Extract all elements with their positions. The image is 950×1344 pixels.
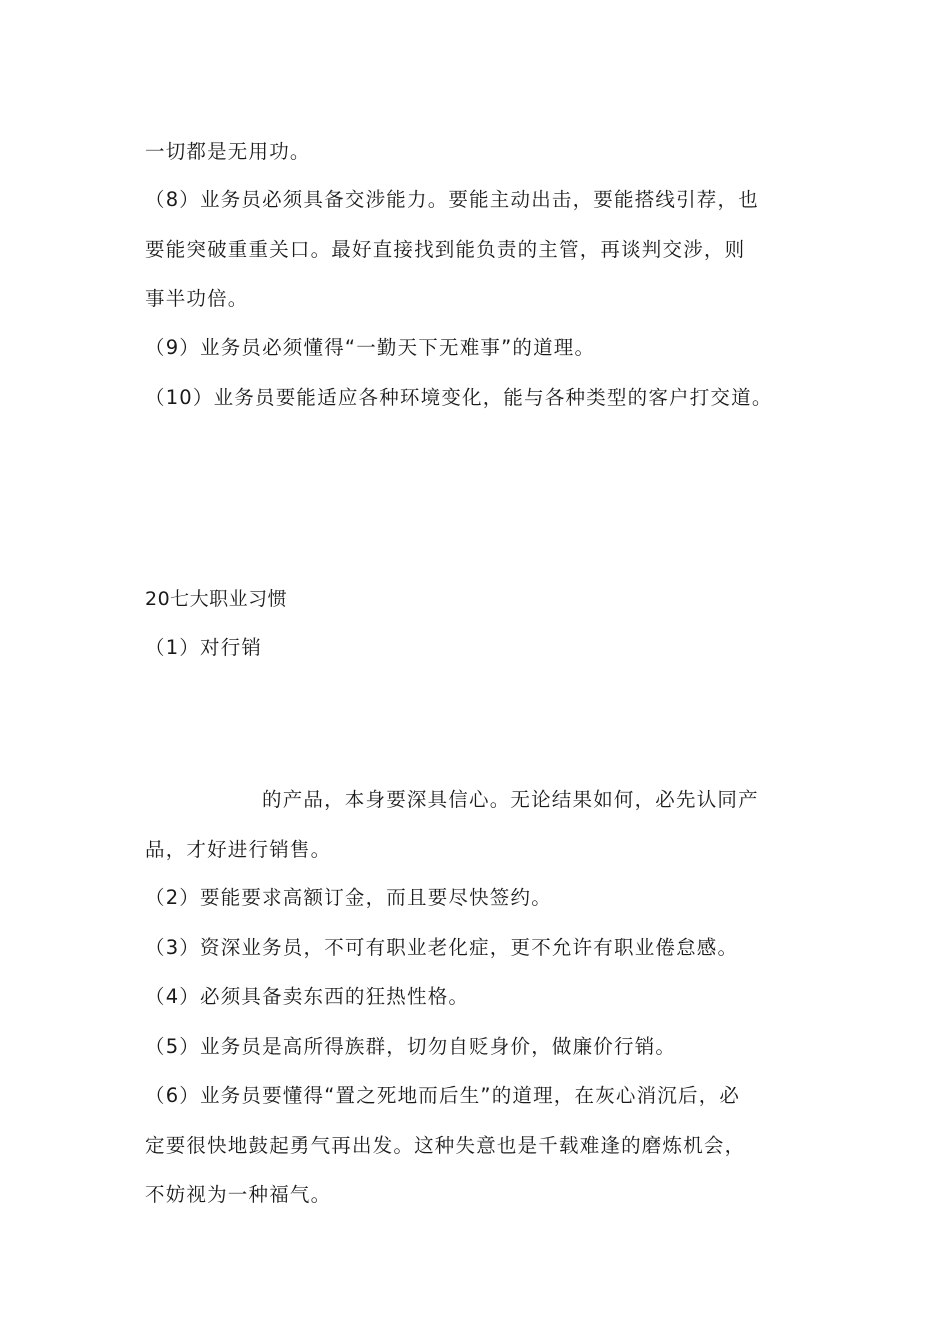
- text-line: （2）要能要求高额订金，而且要尽快签约。: [145, 886, 552, 909]
- text-line: （1）对行销: [145, 636, 263, 659]
- text-line: （10）业务员要能适应各种环境变化，能与各种类型的客户打交道。: [145, 386, 773, 409]
- text-line: （4）必须具备卖东西的狂热性格。: [145, 985, 470, 1008]
- text-line: （6）业务员要懂得“置之死地而后生”的道理，在灰心消沉后，必: [145, 1084, 741, 1107]
- text-line: 定要很快地鼓起勇气再出发。这种失意也是千载难逢的磨炼机会，: [145, 1134, 746, 1157]
- text-line: 要能突破重重关口。最好直接找到能负责的主管，再谈判交涉，则: [145, 238, 746, 261]
- text-line: 不妨视为一种福气。: [145, 1183, 332, 1206]
- section-heading: 20七大职业习惯: [145, 588, 288, 610]
- text-line: 一切都是无用功。: [145, 140, 311, 163]
- text-line: 的产品，本身要深具信心。无论结果如何，必先认同产: [262, 788, 759, 811]
- text-line: （8）业务员必须具备交涉能力。要能主动出击，要能搭线引荐，也: [145, 188, 759, 211]
- text-line: 品，才好进行销售。: [145, 838, 332, 861]
- text-line: （9）业务员必须懂得“一勤天下无难事”的道理。: [145, 336, 596, 359]
- text-line: （5）业务员是高所得族群，切勿自贬身价，做廉价行销。: [145, 1035, 677, 1058]
- text-line: （3）资深业务员，不可有职业老化症，更不允许有职业倦怠感。: [145, 936, 739, 959]
- text-line: 事半功倍。: [145, 287, 249, 310]
